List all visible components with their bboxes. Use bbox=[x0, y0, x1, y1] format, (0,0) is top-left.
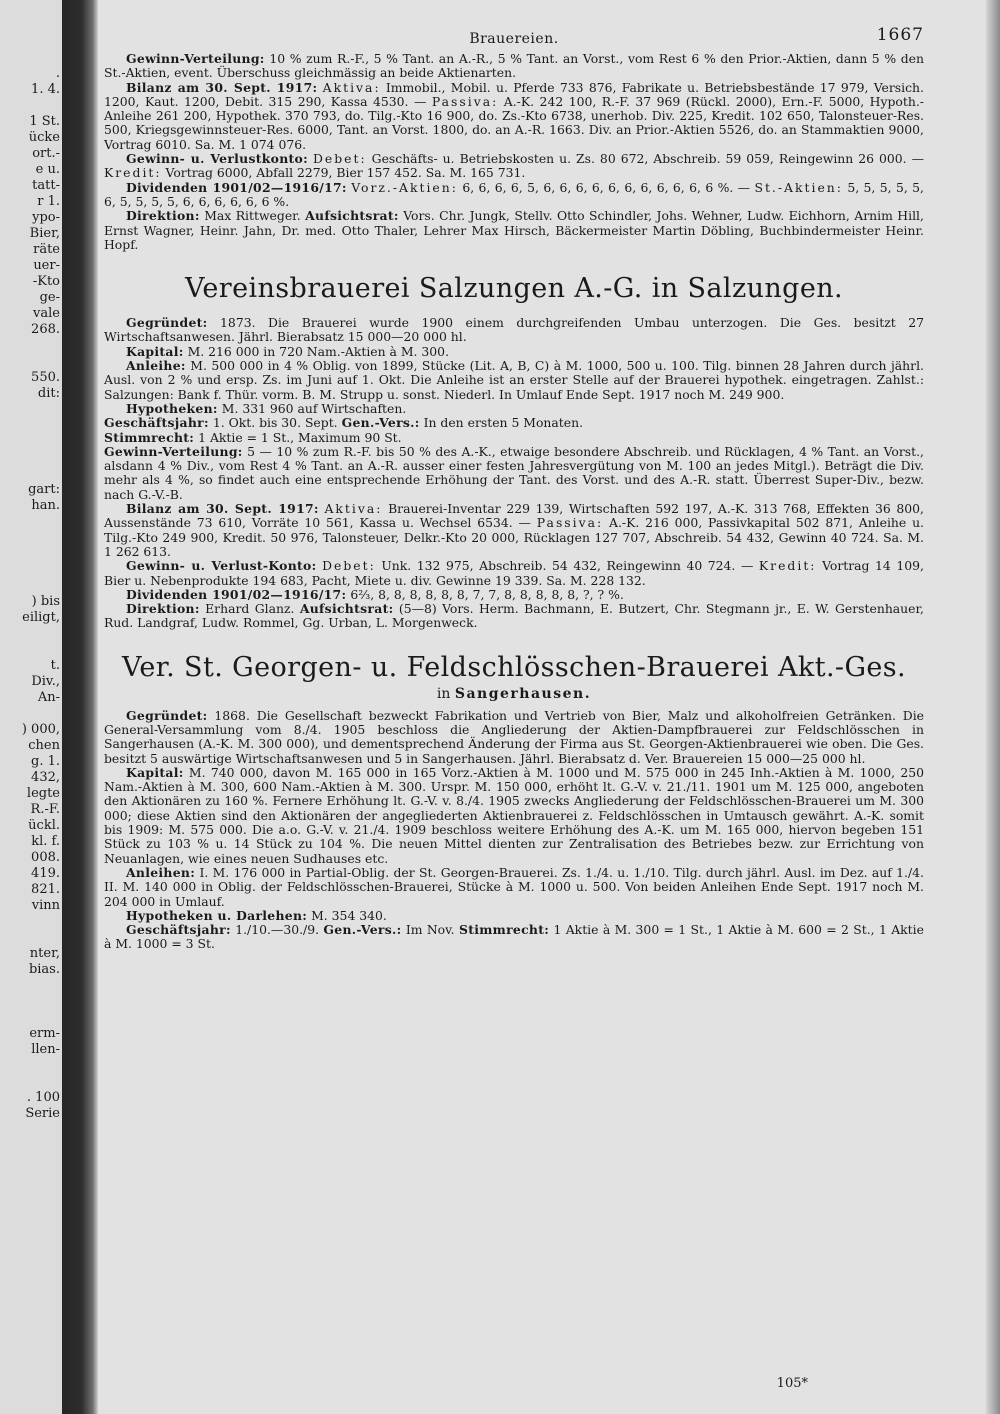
paragraph-anleihe bbox=[104, 359, 924, 402]
fragment-line: ge- bbox=[39, 290, 60, 305]
field-text: A.-K. 242 100, R.-F. 37 969 (Rückl. 2000), Ern.-F. 5000, Hypoth.-Anleihe 261 200, Hypothek. 370 793, do. Tilg.-Kto 16 900, do. Zs.-Kto 6738, unerhob. Div. 225, Kredit. 102 650, Talonsteuer-Res. 500, Kriegsgewinnsteuer-Res. 6000, Tant. an Vorst. 1800, do. an A.-R. 1663. Div. an Prior.-Aktien 5526, do. an Stammaktien 9000, Vortrag 6010. Sa. M. 1 074 076. bbox=[104, 93, 924, 152]
paragraph-gegruendet bbox=[104, 316, 924, 345]
fragment-line bbox=[0, 450, 62, 466]
fragment-line bbox=[0, 434, 62, 450]
fragment-line bbox=[0, 1058, 62, 1074]
field-text: 1. Okt. bis 30. Sept. bbox=[212, 415, 338, 431]
fragment-line: vinn bbox=[31, 898, 60, 913]
paragraph-kapital bbox=[104, 345, 924, 359]
passiva-label: Passiva: bbox=[431, 93, 499, 109]
fragment-line: 1 St. bbox=[29, 114, 60, 129]
paragraph-anleihen bbox=[104, 866, 924, 909]
fragment-line: An- bbox=[37, 690, 60, 705]
fragment-line bbox=[0, 626, 62, 642]
fragment-line bbox=[0, 1010, 62, 1026]
fragment-line: Serie bbox=[25, 1106, 60, 1121]
field-text: Im Nov. bbox=[405, 922, 455, 938]
entry-sangerhausen bbox=[104, 709, 924, 952]
field-text: 1./10.—30./9. bbox=[235, 922, 320, 938]
field-text: Immobil., Mobil. u. Pferde 733 876, Fabrikate u. Betriebsbestände 17 979, Versich. 1200, Kaut. 1200, Debit. 315 290, Kassa 4530. — bbox=[104, 79, 924, 109]
previous-page-text-fragments bbox=[0, 66, 62, 1122]
vorz-aktien-label: Vorz.-Aktien: bbox=[351, 179, 458, 195]
passiva-label: Passiva: bbox=[536, 515, 604, 531]
entry-salzungen bbox=[104, 316, 924, 631]
field-text: Unk. 132 975, Abschreib. 54 432, Reingewinn 40 724. — bbox=[381, 558, 754, 574]
fragment-line: bias. bbox=[28, 962, 60, 977]
field-label: Bilanz am 30. Sept. 1917: bbox=[126, 79, 318, 95]
fragment-line bbox=[0, 562, 62, 578]
field-text: 5, 5, 5, 5, 5, 6, 5, 5, 5, 5, 6, 6, 6, 6, 6, 6 %. bbox=[104, 179, 924, 209]
fragment-line: 1. 4. bbox=[31, 82, 60, 97]
book-gutter-shadow bbox=[62, 0, 98, 1414]
field-label: Aufsichtsrat: bbox=[305, 208, 399, 224]
paragraph-bilanz bbox=[104, 502, 924, 559]
fragment-line: Bier, bbox=[29, 226, 60, 241]
field-label: Dividenden 1901/02—1916/17: bbox=[126, 586, 347, 602]
fragment-line: 268. bbox=[31, 322, 60, 337]
fragment-line bbox=[0, 530, 62, 546]
fragment-line: 550. bbox=[31, 370, 60, 385]
field-label: Hypotheken u. Darlehen: bbox=[126, 907, 308, 923]
page-number: 1667 bbox=[876, 25, 924, 45]
company-heading-sangerhausen: Ver. St. Georgen- u. Feldschlösschen-Brauerei Akt.-Ges. bbox=[121, 651, 907, 683]
fragment-line: legte bbox=[26, 786, 60, 801]
field-label: Gen.-Vers.: bbox=[323, 922, 402, 938]
aktiva-label: Aktiva: bbox=[322, 79, 381, 95]
fragment-line: ) 000, bbox=[21, 722, 60, 737]
kredit-label: Kredit: bbox=[758, 558, 817, 574]
field-label: Anleihen: bbox=[126, 864, 196, 880]
field-text: Erhard Glanz. bbox=[205, 601, 295, 617]
fragment-line: eiligt, bbox=[22, 610, 60, 625]
fragment-line: -Kto bbox=[32, 274, 60, 289]
fragment-line: räte bbox=[33, 242, 60, 257]
field-text: 1 Aktie = 1 St., Maximum 90 St. bbox=[198, 429, 402, 445]
fragment-line bbox=[0, 514, 62, 530]
paragraph-dividenden bbox=[104, 588, 924, 602]
field-label: Direktion: bbox=[126, 601, 200, 617]
fragment-line: kl. f. bbox=[31, 834, 60, 849]
debet-label: Debet: bbox=[322, 558, 376, 574]
page-header bbox=[104, 22, 924, 52]
field-text: 1873. Die Brauerei wurde 1900 einem durchgreifenden Umbau unterzogen. Die Ges. besitzt 27 Wirtschaftsanwesen. Jährl. Bierabsatz 15 000—20 000 hl. bbox=[104, 315, 924, 345]
paragraph-gewinn-verteilung bbox=[104, 52, 924, 81]
running-title: Brauereien. bbox=[469, 31, 559, 47]
paragraph-hypotheken-darlehen bbox=[104, 909, 924, 923]
fragment-line: ) bis bbox=[31, 594, 60, 609]
fragment-line: ort.- bbox=[32, 146, 60, 161]
fragment-line: nter, bbox=[29, 946, 60, 961]
fragment-line: llen- bbox=[31, 1042, 60, 1057]
fragment-line bbox=[0, 642, 62, 658]
field-text: Vors. Chr. Jungk, Stellv. Otto Schindler, Johs. Wehner, Ludw. Eichhorn, Arnim Hill, Ernst Wagner, Heinr. Jahn, Dr. med. Otto Thaler, Lehrer Max Hirsch, Bäckermeister Martin Döbling, Buchbindermeister Heinr. Hopf. bbox=[104, 208, 924, 252]
fragment-line: 008. bbox=[31, 850, 60, 865]
fragment-line bbox=[0, 98, 62, 114]
field-text: M. 740 000, davon M. 165 000 in 165 Vorz.-Aktien à M. 1000 und M. 575 000 in 245 Inh.-Aktien à M. 1000, 250 Nam.-Aktien à M. 300, 600 Nam.-Aktien à M. 300. Urspr. M. 150 000, erhöht lt. G.-V. v. 21./11. 1901 um M. 125 000, angeboten den Aktionären zu 160 %. Fernere Erhöhung lt. G.-V. v. 8./4. 1905 zwecks Angliederung der Feldschlösschen-Brauerei um M. 300 000; diese Aktien sind den Aktionären der angegliederten Aktienbrauerei z. Feldschlösschen in Umtausch gewährt. A.-K. somit bis 1909: M. 575 000. Die a.o. G.-V. v. 21./4. 1909 beschloss weitere Erhöhung des A.-K. um M. 165 000, hiervon begeben 151 Stück zu 103 % u. 14 Stück zu 104 %. Die neuen Mittel dienten zur Zentralisation des Betriebes bezw. zur Errichtung von Neuanlagen, wie eines neuen Sudhauses etc. bbox=[104, 764, 924, 866]
field-text: M. 500 000 in 4 % Oblig. von 1899, Stücke (Lit. A, B, C) à M. 1000, 500 u. 100. Tilg. binnen 28 Jahren durch jährl. Ausl. von 2 % und ersp. Zs. im Juni auf 1. Okt. Die Anleihe ist an erster Stelle auf der Brauerei hypothek. eingetragen. Zahlst.: Salzungen: Bank f. Thür. vorm. B. M. Strupp u. sonst. Niederl. In Umlauf Ende Sept. 1917 noch M. 249 900. bbox=[104, 358, 924, 402]
fragment-line bbox=[0, 1074, 62, 1090]
field-text: 10 % zum R.-F., 5 % Tant. an A.-R., 5 % Tant. an Vorst., vom Rest 6 % den Prior.-Aktien, dann 5 % den St.-Aktien, event. Überschuss gleichmässig an beide Aktienarten. bbox=[104, 51, 924, 81]
fragment-line: t. bbox=[50, 658, 60, 673]
field-text: A.-K. 216 000, Passivkapital 502 871, Anleihe u. Tilg.-Kto 249 900, Kredit. 50 976, Talonsteuer, Delkr.-Kto 20 000, Rücklagen 127 707, Abschreib. 54 432, Gewinn 40 724. Sa. M. 1 262 613. bbox=[104, 515, 924, 559]
paragraph-gegruendet bbox=[104, 709, 924, 766]
fragment-line bbox=[0, 914, 62, 930]
paragraph-dividenden bbox=[104, 181, 924, 210]
fragment-line: 432, bbox=[31, 770, 60, 785]
field-label: Gegründet: bbox=[126, 315, 208, 331]
field-label: Gewinn-Verteilung: bbox=[104, 443, 243, 459]
fragment-line: tatt- bbox=[32, 178, 60, 193]
fragment-line bbox=[0, 978, 62, 994]
fragment-line: uer- bbox=[33, 258, 60, 273]
field-label: Bilanz am 30. Sept. 1917: bbox=[126, 501, 319, 517]
fragment-line: . bbox=[55, 66, 60, 81]
fragment-line: ypo- bbox=[32, 210, 60, 225]
paragraph-kapital bbox=[104, 766, 924, 866]
field-label: Gewinn-Verteilung: bbox=[126, 51, 265, 66]
field-label: Stimmrecht: bbox=[104, 429, 195, 445]
page-edge-shadow bbox=[986, 0, 1000, 1414]
fragment-line: chen bbox=[28, 738, 60, 753]
field-label: Dividenden 1901/02—1916/17: bbox=[126, 179, 347, 195]
fragment-line: ückl. bbox=[28, 818, 60, 833]
field-text: 1868. Die Gesellschaft bezweckt Fabrikation und Vertrieb von Bier, Malz und alkoholfreien Getränken. Die General-Versammlung vom 8./4. 1905 beschloss die Angliederung der Aktien-Dampfbrauerei zur Feldschlösschen in Sangerhausen (A.-K. M. 300 000), und dementsprechend Änderung der Firma aus St. Georgen-Aktienbrauerei wie oben. Die Ges. besitzt 5 auswärtige Wirtschaftsanwesen und 5 in Sangerhausen. Jährl. Bierabsatz d. Ver. Brauereien 15 000—25 000 hl. bbox=[104, 707, 924, 766]
field-label: Gewinn- u. Verlustkonto: bbox=[126, 151, 308, 167]
field-text: 5 — 10 % zum R.-F. bis 50 % des A.-K., etwaige besondere Abschreib. und Rücklagen, 4 % Tant. an Vorst., alsdann 4 % Div., vom Rest 4 % Tant. an A.-R. ausser einer festen Jahresvergütung von M. 100 an jedes Mitgl.). Beträgt die Div. mehr als 4 %, so findet auch eine entsprechende Erhöhung der Tant. des Vorst. und des A.-R. statt. Überrest Super-Div., bezw. nach G.-V.-B. bbox=[104, 443, 924, 502]
paragraph-direktion bbox=[104, 602, 924, 631]
fragment-line bbox=[0, 994, 62, 1010]
field-text: Geschäfts- u. Betriebskosten u. Zs. 80 672, Abschreib. 59 059, Reingewinn 26 000. — bbox=[371, 151, 924, 167]
fragment-line: han. bbox=[31, 498, 60, 513]
paragraph-gewinn-verlust bbox=[104, 559, 924, 588]
field-text: M. 216 000 in 720 Nam.-Aktien à M. 300. bbox=[187, 343, 450, 359]
fragment-line bbox=[0, 402, 62, 418]
fragment-line: Div., bbox=[31, 674, 60, 689]
field-text: I. M. 176 000 in Partial-Oblig. der St. Georgen-Brauerei. Zs. 1./4. u. 1./10. Tilg. durch jährl. Ausl. im Dez. auf 1./4. II. M. 140 000 in Oblig. der Feldschlösschen-Brauerei, Stücke à M. 1000 u. 500. Von beiden Anleihen Ende Sept. 1917 noch M. 204 000 in Umlauf. bbox=[104, 864, 924, 909]
fragment-line: erm- bbox=[29, 1026, 60, 1041]
fragment-line: g. 1. bbox=[31, 754, 60, 769]
field-label: Anleihe: bbox=[126, 358, 186, 374]
entry-continued bbox=[104, 52, 924, 252]
field-text: 6, 6, 6, 6, 5, 6, 6, 6, 6, 6, 6, 6, 6, 6, 6, 6 %. — bbox=[462, 179, 751, 195]
subheading-in: in bbox=[436, 685, 451, 702]
paragraph-gewinn-verteilung bbox=[104, 445, 924, 502]
aktiva-label: Aktiva: bbox=[324, 501, 383, 517]
fragment-line bbox=[0, 578, 62, 594]
fragment-line: R.-F. bbox=[30, 802, 60, 817]
field-text: In den ersten 5 Monaten. bbox=[423, 415, 584, 431]
field-text: 6⅔, 8, 8, 8, 8, 8, 8, 7, 7, 8, 8, 8, 8, 8, ?, ? %. bbox=[350, 586, 624, 602]
paragraph-hypotheken bbox=[104, 402, 924, 416]
fragment-line: . 100 bbox=[26, 1090, 60, 1105]
field-label: Kapital: bbox=[126, 764, 184, 780]
field-label: Gegründet: bbox=[126, 707, 208, 723]
paragraph-gewinn-verlust bbox=[104, 152, 924, 181]
paragraph-stimmrecht bbox=[104, 431, 924, 445]
field-label: Gewinn- u. Verlust-Konto: bbox=[126, 558, 317, 574]
fragment-line bbox=[0, 466, 62, 482]
field-label: Hypotheken: bbox=[126, 400, 218, 416]
fragment-line bbox=[0, 930, 62, 946]
fragment-line: ücke bbox=[28, 130, 60, 145]
fragment-line: vale bbox=[33, 306, 60, 321]
company-subheading bbox=[104, 685, 924, 703]
field-text: M. 331 960 auf Wirtschaften. bbox=[221, 400, 407, 416]
field-text: Brauerei-Inventar 229 139, Wirtschaften 592 197, A.-K. 313 768, Effekten 36 800, Aussenstände 73 610, Vorräte 10 561, Kassa u. Wechsel 6534. — bbox=[104, 501, 924, 531]
field-text: M. 354 340. bbox=[311, 907, 387, 923]
debet-label: Debet: bbox=[312, 151, 367, 167]
fragment-line bbox=[0, 706, 62, 722]
field-text: Max Rittweger. bbox=[204, 208, 301, 224]
fragment-line: 821. bbox=[31, 882, 60, 897]
document-page bbox=[104, 22, 924, 952]
fragment-line: dit: bbox=[37, 386, 60, 401]
field-label: Geschäftsjahr: bbox=[104, 415, 209, 431]
fragment-line: gart: bbox=[28, 482, 60, 497]
printer-signature: 105* bbox=[776, 1376, 808, 1391]
field-text: Vortrag 6000, Abfall 2279, Bier 157 452. Sa. M. 165 731. bbox=[165, 165, 526, 181]
paragraph-geschaeftsjahr bbox=[104, 416, 924, 430]
st-aktien-label: St.-Aktien: bbox=[754, 179, 843, 195]
field-label: Kapital: bbox=[126, 343, 184, 359]
fragment-line bbox=[0, 546, 62, 562]
paragraph-direktion bbox=[104, 209, 924, 252]
subheading-place: Sangerhausen. bbox=[454, 685, 592, 702]
field-label: Direktion: bbox=[126, 208, 200, 224]
field-text: 1 Aktie à M. 300 = 1 St., 1 Aktie à M. 600 = 2 St., 1 Aktie à M. 1000 = 3 St. bbox=[104, 922, 924, 952]
fragment-line bbox=[0, 418, 62, 434]
fragment-line: r 1. bbox=[37, 194, 60, 209]
fragment-line: e u. bbox=[35, 162, 60, 177]
company-heading-salzungen: Vereinsbrauerei Salzungen A.-G. in Salzungen. bbox=[184, 273, 844, 305]
field-label: Gen.-Vers.: bbox=[341, 415, 420, 431]
field-text: (5—8) Vors. Herm. Bachmann, E. Butzert, Chr. Stegmann jr., E. W. Gerstenhauer, Rud. Landgraf, Ludw. Rommel, Gg. Urban, L. Morgenweck. bbox=[104, 601, 924, 631]
kredit-label: Kredit: bbox=[104, 165, 162, 181]
fragment-line: 419. bbox=[31, 866, 60, 881]
paragraph-geschaeftsjahr bbox=[104, 923, 924, 952]
paragraph-bilanz bbox=[104, 81, 924, 152]
fragment-line bbox=[0, 338, 62, 354]
field-label: Aufsichtsrat: bbox=[299, 601, 394, 617]
field-text: Vortrag 14 109, Bier u. Nebenprodukte 194 683, Pacht, Miete u. div. Gewinne 19 339. Sa. M. 228 132. bbox=[104, 558, 924, 588]
fragment-line bbox=[0, 354, 62, 370]
field-label: Stimmrecht: bbox=[458, 922, 550, 938]
field-label: Geschäftsjahr: bbox=[126, 922, 231, 938]
